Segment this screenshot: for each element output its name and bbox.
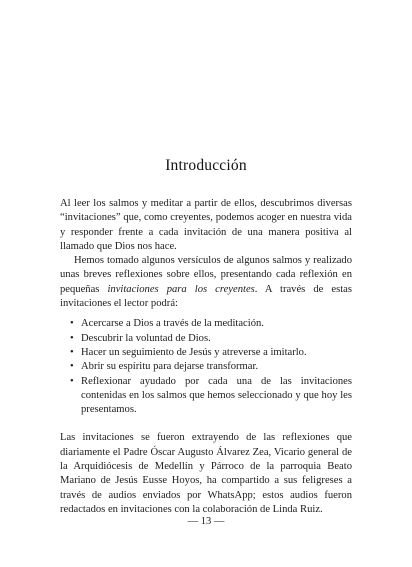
second-paragraph-start: Hemos tomado algunos versículos de algunos salmos y realizado unas breves reflexiones sobre ellos, presentando cada reflexión en pequeñas — [60, 255, 352, 295]
intro-paragraph: Al leer los salmos y meditar a partir de ellos, descubrimos diversas “invitaciones” que, como creyentes, podemos acoger en nuestra vida y responder frente a cada invitación de una manera positiva al llamado que Dios nos hace. — [60, 198, 352, 252]
page-number: — 13 — — [187, 516, 225, 527]
list-item: • Hacer un seguimiento de Jesús y atreverse a imitarlo. — [70, 346, 352, 360]
invitation-list — [60, 317, 352, 417]
body-text — [60, 197, 352, 517]
list-item: • Reflexionar ayudado por cada una de las invitaciones contenidas en los salmos que hemos seleccionado y que hoy les presentamos. — [70, 375, 352, 418]
closing-paragraph: Las invitaciones se fueron extrayendo de las reflexiones que diariamente el Padre Óscar Augusto Álvarez Zea, Vicario general de la Arquidiócesis de Medellín y Párroco de la parroquia Beato Mariano de Jesús Eusse Hoyos, ha compartido a sus feligreses a través de audios enviados por WhatsApp; estos audios fueron redactados en invitaciones con la colaboración de Linda Ruiz. — [60, 432, 352, 515]
list-item: • Abrir su espíritu para dejarse transformar. — [70, 360, 352, 374]
second-paragraph-end: . A través de estas invitaciones el lector podrá: — [60, 283, 352, 310]
italic-phrase: invitaciones para los creyentes — [107, 283, 255, 295]
list-item: • Descubrir la voluntad de Dios. — [70, 332, 352, 346]
second-paragraph — [60, 254, 352, 311]
list-item: • Acercarse a Dios a través de la meditación. — [70, 317, 352, 331]
page-title: Introducción — [165, 157, 247, 174]
